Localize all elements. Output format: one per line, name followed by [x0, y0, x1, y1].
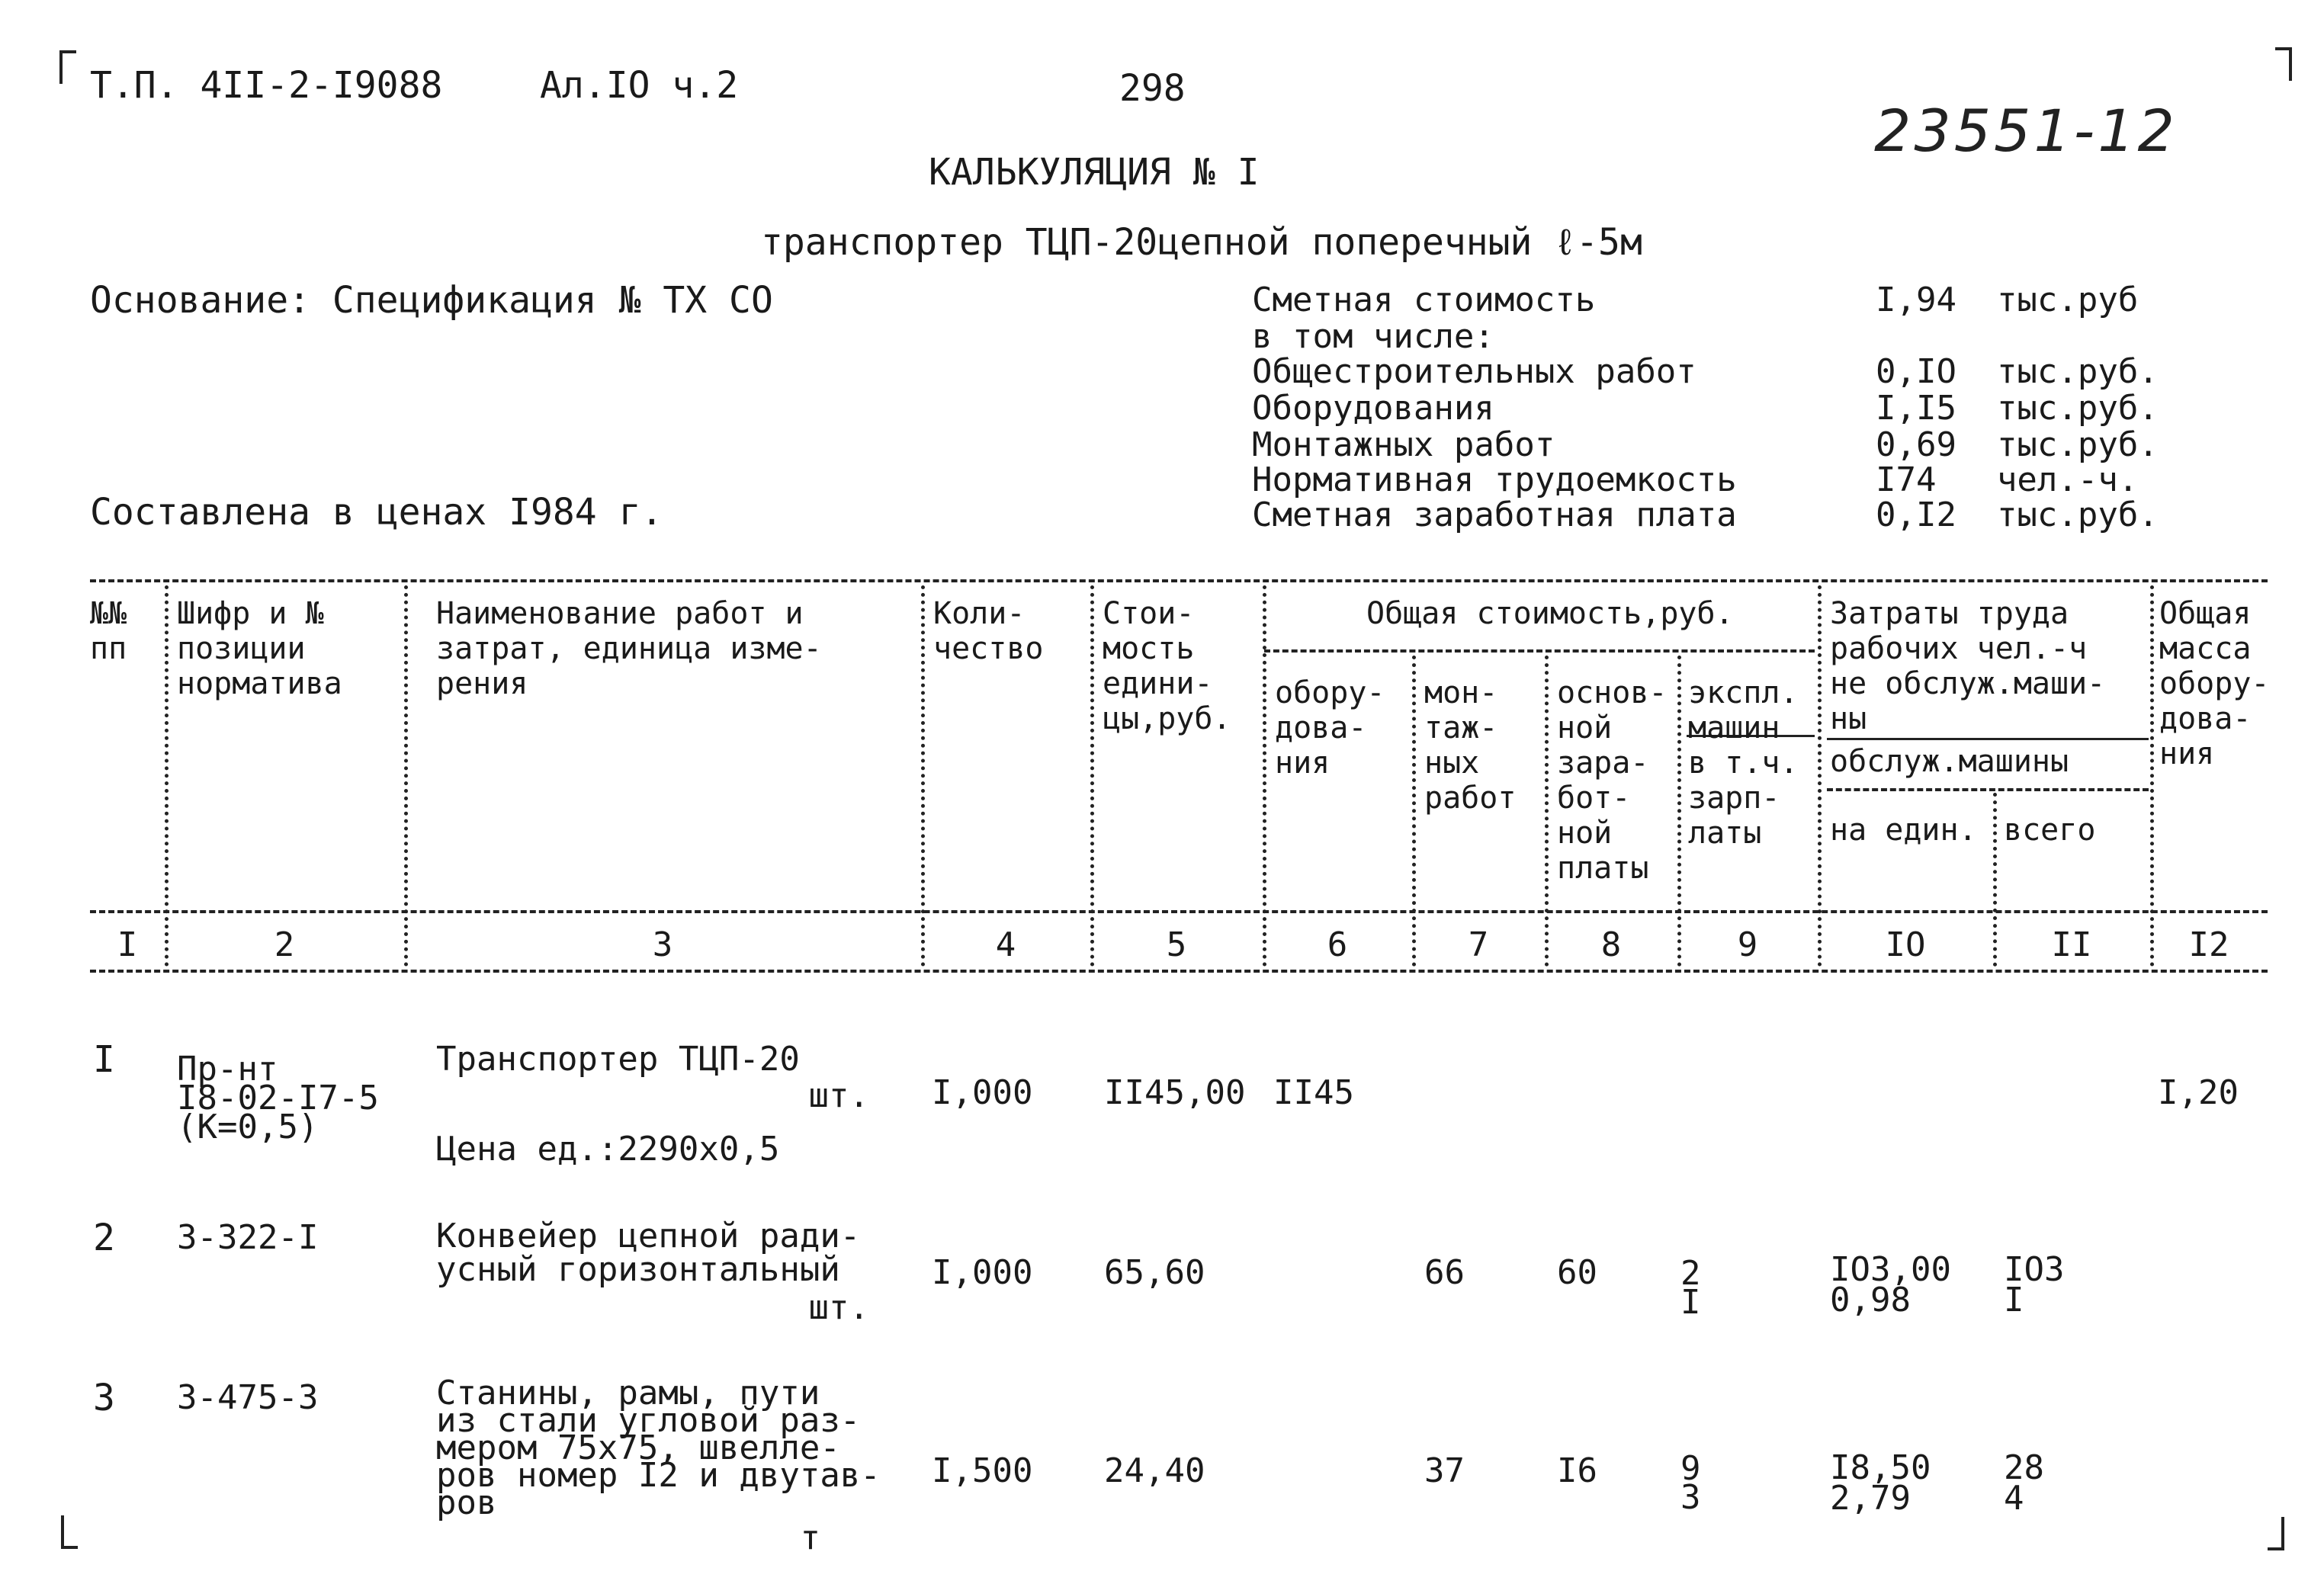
col-divider — [1090, 585, 1094, 967]
header-col-11: всего — [2004, 813, 2096, 848]
corner-mark-top-left — [59, 50, 76, 84]
row-unit: т — [800, 1518, 820, 1557]
row-code: Пр-нт I8-02-I7-5 (К=0,5) — [177, 1050, 379, 1146]
summary-label: Нормативная трудоемкость — [1252, 460, 1737, 499]
column-number: 7 — [1468, 925, 1489, 964]
header-col-5: Стои- мость едини- цы,руб. — [1103, 596, 1231, 736]
row-labor-unit: I8,50 2,79 — [1830, 1448, 1931, 1518]
column-number: 3 — [652, 925, 673, 964]
page-subtitle: транспортер ТЦП-20цепной поперечный ℓ-5м — [761, 221, 1642, 264]
column-number: 4 — [995, 925, 1016, 964]
row-salary: 60 — [1557, 1253, 1597, 1292]
header-col-1: №№ пп — [90, 596, 127, 666]
total-cost-rule — [1264, 649, 1815, 653]
col-divider — [1677, 656, 1681, 967]
row-unit: шт. — [808, 1076, 869, 1115]
summary-label: Сметная заработная плата — [1252, 495, 1737, 534]
header-col-9c: в т.ч. зарп- латы — [1688, 746, 1799, 851]
row-equipment-cost: II45 — [1273, 1073, 1354, 1112]
row-code: 3-475-3 — [177, 1378, 319, 1417]
header-col-7: мон- таж- ных работ — [1424, 675, 1517, 816]
header-col-6: обору- дова- ния — [1275, 675, 1385, 781]
number-row-rule — [90, 970, 2268, 973]
summary-value: I74 чел.-ч. — [1876, 460, 2139, 499]
row-salary: I6 — [1557, 1451, 1597, 1490]
summary-value: I,I5 тыс.руб. — [1876, 389, 2159, 428]
page-number: 298 — [1119, 67, 1186, 110]
row-mount-cost: 37 — [1424, 1451, 1465, 1490]
row-quantity: I,500 — [932, 1451, 1033, 1490]
summary-label: Оборудования — [1252, 389, 1494, 428]
summary-label: Общестроительных работ — [1252, 352, 1696, 391]
header-col-8: основ- ной зара- бот- ной платы — [1557, 675, 1668, 886]
page-title: КАЛЬКУЛЯЦИЯ № I — [929, 151, 1260, 194]
row-labor-total: IO3 I — [2004, 1250, 2065, 1319]
summary-label: Сметная стоимость — [1252, 281, 1596, 319]
row-number: 3 — [93, 1377, 115, 1419]
row-price-note: Цена ед.:2290x0,5 — [436, 1130, 780, 1169]
column-number: IO — [1885, 925, 1926, 964]
column-number: 5 — [1166, 925, 1187, 964]
basis-text: Основание: Спецификация № ТХ СО — [90, 279, 773, 322]
row-unit: шт. — [808, 1288, 869, 1327]
row-labor-total: 28 4 — [2004, 1448, 2044, 1518]
column-number: I — [117, 925, 138, 964]
header-bottom-rule — [90, 910, 2268, 913]
summary-value: 0,IO тыс.руб. — [1876, 352, 2159, 391]
row-unit-cost: 24,40 — [1104, 1451, 1205, 1490]
col-divider — [1545, 656, 1549, 967]
row-mount-cost: 66 — [1424, 1253, 1465, 1292]
row-quantity: I,000 — [932, 1253, 1033, 1292]
header-col-10: на един. — [1830, 813, 1977, 848]
column-number: II — [2051, 925, 2092, 964]
col-divider — [921, 585, 925, 967]
col-divider — [1818, 585, 1822, 967]
doc-reference: Т.П. 4II-2-I9088 — [90, 64, 443, 107]
column-number: 6 — [1327, 925, 1348, 964]
column-number: 8 — [1600, 925, 1622, 964]
row-name: Транспортер ТЦП-20 — [436, 1040, 800, 1079]
row-name: Станины, рамы, пути из стали угловой раз- мером 75х75, швелле- ров номер I2 и двутав- ров — [436, 1374, 881, 1522]
column-number: 2 — [274, 925, 295, 964]
header-col-3: Наименование работ и затрат, единица изме- рения — [436, 596, 822, 701]
col-divider — [165, 585, 169, 967]
row-unit-cost: II45,00 — [1104, 1073, 1246, 1112]
table-top-rule — [90, 579, 2268, 582]
row-mass: I,20 — [2158, 1073, 2239, 1112]
labor-sub-rule — [1827, 788, 2149, 791]
header-col-12: Общая масса обору- дова- ния — [2159, 596, 2270, 771]
prices-year-text: Составлена в ценах I984 г. — [90, 491, 663, 534]
header-total-cost: Общая стоимость,руб. — [1366, 596, 1734, 631]
summary-value: 0,I2 тыс.руб. — [1876, 495, 2159, 534]
row-name: Конвейер цепной ради- усный горизонтальный — [436, 1217, 861, 1289]
header-col-9a: экспл. — [1688, 675, 1799, 710]
header-labor: Затраты труда рабочих чел.-ч не обслуж.маши- ны — [1830, 596, 2106, 736]
row-machines: 2 I — [1680, 1254, 1701, 1322]
header-col-9b: машин — [1688, 710, 1780, 746]
col-divider — [404, 585, 408, 967]
labor-rule — [1827, 738, 2149, 740]
column-number: 9 — [1737, 925, 1758, 964]
summary-value: 0,69 тыс.руб. — [1876, 425, 2159, 464]
header-col-2: Шифр и № позиции норматива — [177, 596, 342, 701]
col-divider — [1412, 656, 1416, 967]
col-divider — [1263, 585, 1266, 967]
row-number: 2 — [93, 1217, 115, 1259]
row-number: I — [93, 1038, 115, 1081]
album-reference: Ал.IO ч.2 — [540, 64, 739, 107]
header-col-4: Коли- чество — [933, 596, 1044, 666]
stamp-number: 23551-12 — [1874, 97, 2178, 165]
row-quantity: I,000 — [932, 1073, 1033, 1112]
corner-mark-bottom-right — [2268, 1517, 2284, 1550]
row-machines: 9 3 — [1680, 1449, 1701, 1517]
header-labor-serviced: обслуж.машины — [1830, 744, 2069, 779]
corner-mark-bottom-left — [61, 1515, 78, 1549]
row-labor-unit: IO3,00 0,98 — [1830, 1250, 1951, 1319]
row-code: 3-322-I — [177, 1218, 319, 1257]
summary-value: I,94 тыс.руб — [1876, 281, 2139, 319]
column-number: I2 — [2188, 925, 2229, 964]
summary-label: Монтажных работ — [1252, 425, 1555, 464]
row-unit-cost: 65,60 — [1104, 1253, 1205, 1292]
corner-mark-top-right — [2275, 47, 2292, 81]
col-divider — [2150, 585, 2154, 967]
summary-label: в том числе: — [1252, 317, 1494, 356]
